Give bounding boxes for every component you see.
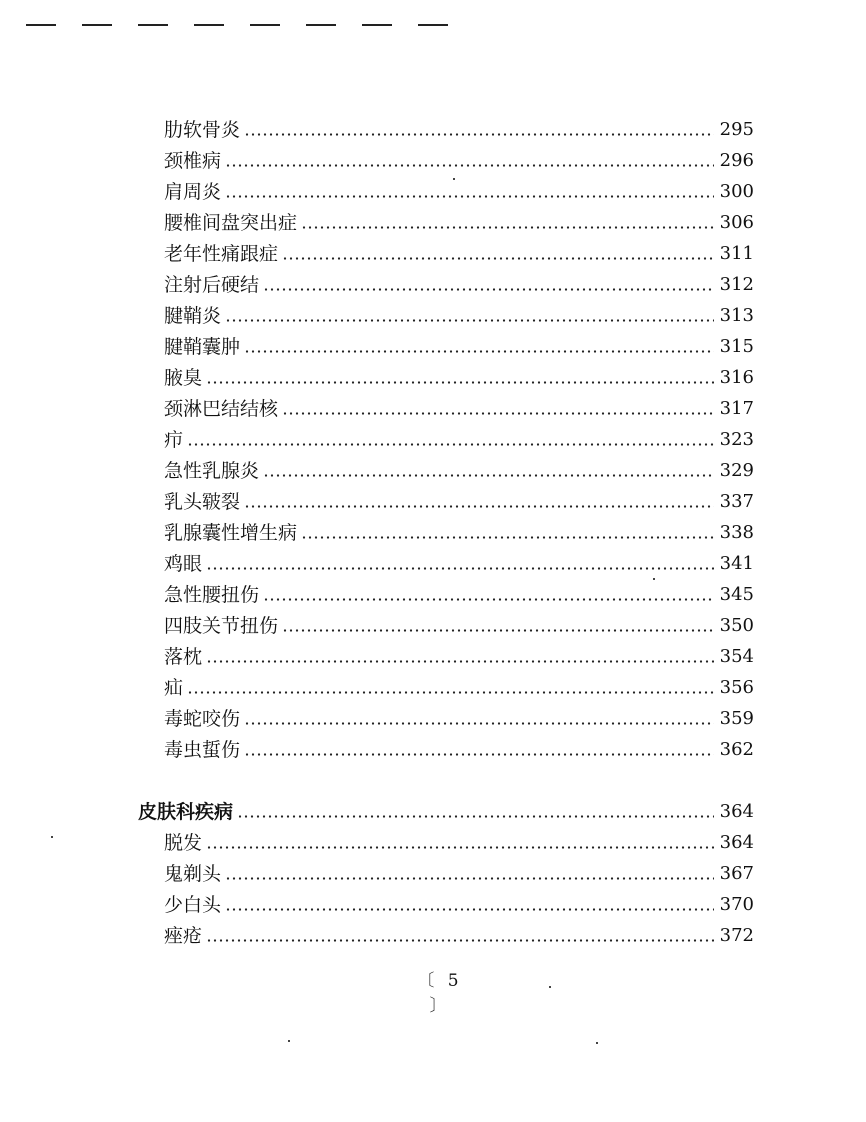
toc-section-heading[interactable] (138, 794, 754, 824)
toc-entry-title: 疖 (164, 429, 184, 451)
scan-speck (51, 836, 53, 838)
toc-entry[interactable] (164, 236, 754, 266)
toc-entry-title: 腱鞘囊肿 (164, 336, 241, 358)
toc-entry[interactable] (164, 639, 754, 669)
footer-page-number: 〔 5 〕 (417, 971, 463, 1016)
toc-entry-title: 急性乳腺炎 (164, 460, 260, 482)
toc-entry[interactable] (164, 143, 754, 173)
toc-entry-title: 腱鞘炎 (164, 305, 222, 327)
leader-dots (206, 846, 714, 849)
toc-entry-page: 356 (719, 677, 754, 698)
toc-entry[interactable] (164, 174, 754, 204)
toc-entry[interactable] (164, 360, 754, 390)
scan-speck (288, 1040, 290, 1042)
toc-entry-title: 毒虫蜇伤 (164, 739, 241, 761)
leader-dots (206, 939, 714, 942)
toc-entry-title: 鸡眼 (164, 553, 203, 575)
toc-entry[interactable] (164, 298, 754, 328)
toc-entry-page: 345 (719, 584, 754, 605)
leader-dots (225, 319, 714, 322)
leader-dots (282, 412, 714, 415)
toc-entry-page: 362 (719, 739, 754, 760)
toc-entry-title: 注射后硬结 (164, 274, 260, 296)
toc-entry-page: 337 (719, 491, 754, 512)
toc-entry-page: 367 (719, 863, 754, 884)
section-heading-page: 364 (719, 801, 754, 822)
toc-entry[interactable] (164, 453, 754, 483)
leader-dots (225, 908, 714, 911)
toc-entry-page: 370 (719, 894, 754, 915)
leader-dots (244, 753, 714, 756)
toc-entry-page: 313 (719, 305, 754, 326)
toc-entry[interactable] (164, 608, 754, 638)
toc-entry-page: 359 (719, 708, 754, 729)
toc-entry-page: 296 (719, 150, 754, 171)
toc-entry[interactable] (164, 546, 754, 576)
toc-entry-page: 315 (719, 336, 754, 357)
toc-entry-page: 300 (719, 181, 754, 202)
toc-entry-title: 颈淋巴结结核 (164, 398, 279, 420)
leader-dots (206, 567, 714, 570)
toc-entry[interactable] (164, 515, 754, 545)
toc-entry-title: 四肢关节扭伤 (164, 615, 279, 637)
toc-entry-title: 肋软骨炎 (164, 119, 241, 141)
leader-dots (244, 505, 714, 508)
toc-entry[interactable] (164, 391, 754, 421)
leader-dots (206, 381, 714, 384)
toc-entry[interactable] (164, 205, 754, 235)
toc-entry-page: 372 (719, 925, 754, 946)
toc-entry-title: 鬼剃头 (164, 863, 222, 885)
leader-dots (263, 288, 714, 291)
toc-entry-title: 腰椎间盘突出症 (164, 212, 298, 234)
toc-entry-title: 痤疮 (164, 925, 203, 947)
leader-dots (225, 164, 714, 167)
leader-dots (187, 691, 714, 694)
toc-entry[interactable] (164, 825, 754, 855)
toc-entry[interactable] (164, 267, 754, 297)
toc-entry-title: 急性腰扭伤 (164, 584, 260, 606)
toc-entry[interactable] (164, 670, 754, 700)
toc-entry[interactable] (164, 918, 754, 948)
toc-entry[interactable] (164, 577, 754, 607)
leader-dots (263, 598, 714, 601)
toc-entry-title: 脱发 (164, 832, 203, 854)
leader-dots (187, 443, 714, 446)
toc-entry-title: 少白头 (164, 894, 222, 916)
toc-entry-page: 329 (719, 460, 754, 481)
toc-entry-title: 老年性痛跟症 (164, 243, 279, 265)
toc-entry-page: 306 (719, 212, 754, 233)
toc-entry-page: 311 (719, 243, 754, 264)
toc-entry-page: 338 (719, 522, 754, 543)
toc-entry-title: 落枕 (164, 646, 203, 668)
toc-entry-title: 毒蛇咬伤 (164, 708, 241, 730)
toc-entry-title: 腋臭 (164, 367, 203, 389)
toc-entry-page: 295 (719, 119, 754, 140)
scan-speck (549, 986, 551, 988)
toc-entry[interactable] (164, 732, 754, 762)
section-heading-title: 皮肤科疾病 (138, 801, 234, 823)
toc-entry-page: 341 (719, 553, 754, 574)
leader-dots (301, 226, 714, 229)
toc-entry-page: 317 (719, 398, 754, 419)
scan-speck (596, 1042, 598, 1044)
toc-entry-page: 364 (719, 832, 754, 853)
toc-entry[interactable] (164, 856, 754, 886)
scan-speck (653, 578, 655, 580)
leader-dots (263, 474, 714, 477)
toc-entry-page: 316 (719, 367, 754, 388)
leader-dots (244, 350, 714, 353)
toc-entry-title: 疝 (164, 677, 184, 699)
leader-dots (237, 815, 714, 818)
leader-dots (282, 257, 714, 260)
toc-entry[interactable] (164, 329, 754, 359)
toc-entry-page: 350 (719, 615, 754, 636)
toc-entry-title: 颈椎病 (164, 150, 222, 172)
scan-speck (453, 178, 455, 180)
toc-entry-title: 乳腺囊性增生病 (164, 522, 298, 544)
leader-dots (244, 722, 714, 725)
toc-entry[interactable] (164, 422, 754, 452)
top-dashed-rule (26, 24, 446, 34)
leader-dots (282, 629, 714, 632)
toc-entry-title: 肩周炎 (164, 181, 222, 203)
toc-entry-page: 323 (719, 429, 754, 450)
toc-entry[interactable] (164, 701, 754, 731)
leader-dots (225, 195, 714, 198)
leader-dots (301, 536, 714, 539)
toc-entry[interactable] (164, 484, 754, 514)
leader-dots (225, 877, 714, 880)
toc-entry[interactable] (164, 887, 754, 917)
toc-entry-page: 354 (719, 646, 754, 667)
toc-entry[interactable] (164, 112, 754, 142)
leader-dots (206, 660, 714, 663)
toc-entry-title: 乳头皲裂 (164, 491, 241, 513)
leader-dots (244, 133, 714, 136)
toc-entry-page: 312 (719, 274, 754, 295)
